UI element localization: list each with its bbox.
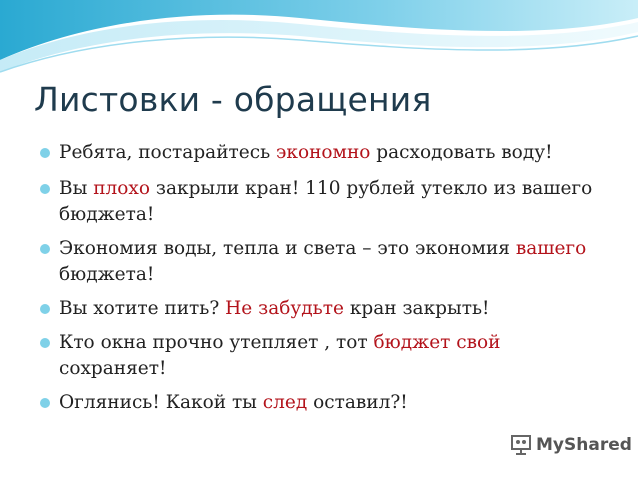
header-wave-decoration [0, 0, 638, 80]
bullet-item: Ребята, постарайтесь экономно расходовать воду! [40, 140, 600, 166]
slide-title: Листовки - обращения [34, 80, 432, 119]
bullet-item: Оглянись! Какой ты след оставил?! [40, 390, 600, 416]
logo-text: MyShared [536, 435, 632, 455]
presentation-board-icon [510, 434, 532, 456]
bullet-item: Экономия воды, тепла и света – это экономия вашего бюджета! [40, 236, 600, 288]
bullet-item: Вы плохо закрыли кран! 110 рублей утекло из вашего бюджета! [40, 176, 600, 228]
bullet-item: Вы хотите пить? Не забудьте кран закрыть! [40, 296, 600, 322]
myshared-logo[interactable] [510, 434, 632, 456]
bullet-list [40, 140, 600, 424]
bullet-item: Кто окна прочно утепляет , тот бюджет свой сохраняет! [40, 330, 600, 382]
